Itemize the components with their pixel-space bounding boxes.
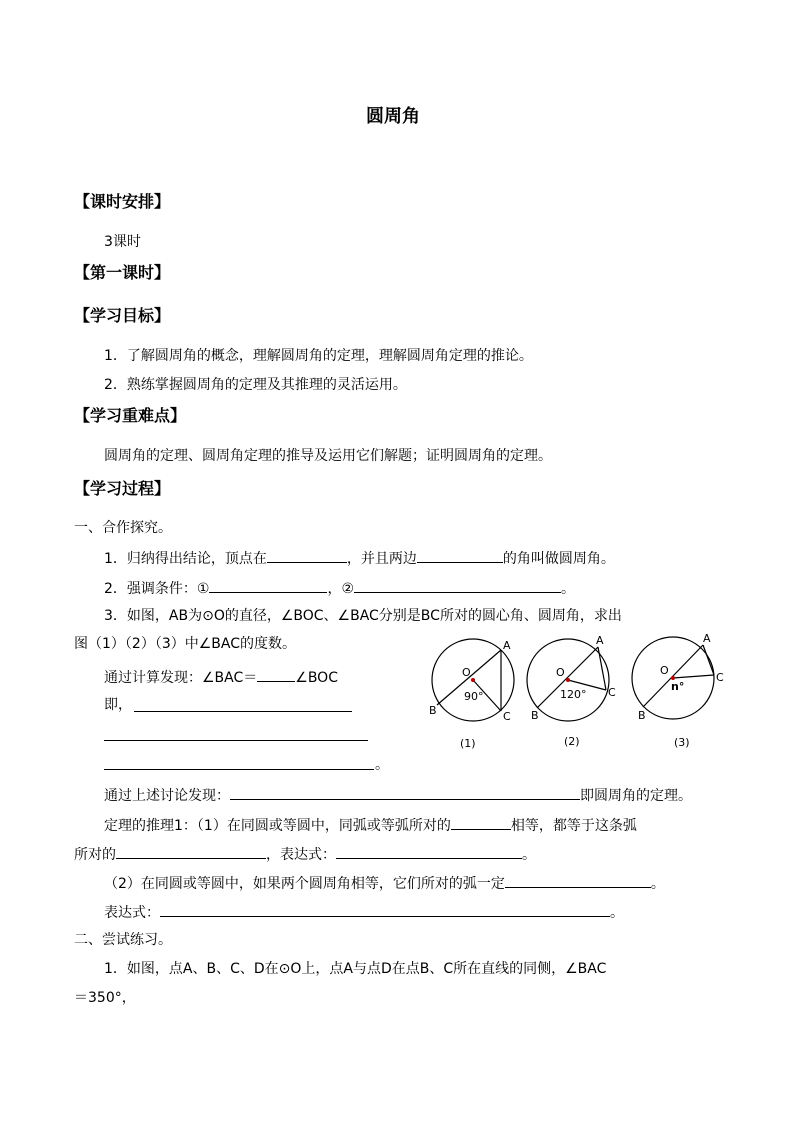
q2-text-a: 2．强调条件：① <box>104 581 210 597</box>
discuss-text-b: 即圆周角的定理。 <box>580 788 692 804</box>
ji-label: 即， <box>104 697 132 713</box>
fig3-label-o: O <box>660 664 669 677</box>
fig1-label-o: O <box>462 666 471 679</box>
discuss-blank[interactable] <box>230 785 580 800</box>
question-3-line-2: 图（1）（2）（3）中∠BAC的度数。 <box>74 636 296 652</box>
practice-q1-line-1: 1．如图，点A、B、C、D在⊙O上，点A与点D在点B、C所在直线的同侧，∠BAC <box>104 961 607 977</box>
discussion-finding <box>104 785 692 805</box>
fig3-angle: n° <box>671 680 685 693</box>
expr-text-a: 表达式： <box>104 905 160 921</box>
cor1-blank-3[interactable] <box>336 844 522 859</box>
calc-blank[interactable] <box>257 667 295 682</box>
fig1-label-b: B <box>429 704 437 717</box>
corollary-1-line-1 <box>104 815 637 835</box>
expression-line <box>104 902 624 922</box>
answer-line-3[interactable] <box>104 769 374 770</box>
expr-blank[interactable] <box>160 902 610 917</box>
q1-text-a: 1．归纳得出结论，顶点在 <box>104 551 267 567</box>
figure-3 <box>632 632 724 749</box>
corollary-1-line-2 <box>74 844 536 864</box>
fig1-label-c: C <box>503 710 511 723</box>
section-heading-lesson1: 【第一课时】 <box>74 263 171 282</box>
section-heading-key-points: 【学习重难点】 <box>74 406 187 425</box>
fig2-caption: (2) <box>564 735 580 748</box>
section-heading-goals: 【学习目标】 <box>74 306 171 325</box>
fig3-label-a: A <box>703 632 711 645</box>
fig2-label-c: C <box>608 686 616 699</box>
cor1-blank-1[interactable] <box>451 815 511 830</box>
goal-item-2: 2．熟练掌握圆周角的定理及其推理的灵活运用。 <box>104 377 407 393</box>
calc-finding <box>104 667 338 687</box>
q2-blank-2[interactable] <box>354 578 561 593</box>
cor1-text-c: 所对的 <box>74 847 116 863</box>
discuss-text-a: 通过上述讨论发现： <box>104 788 230 804</box>
q1-blank-1[interactable] <box>267 548 347 563</box>
q1-text-c: 的角叫做圆周角。 <box>502 551 615 567</box>
fig1-caption: (1) <box>460 737 476 750</box>
section-heading-process: 【学习过程】 <box>74 479 171 498</box>
question-3-line-1: 3．如图，AB为⊙O的直径，∠BOC、∠BAC分别是BC所对的圆心角、圆周角，求出 <box>104 608 622 624</box>
fig1-angle: 90° <box>464 690 484 703</box>
part1-heading: 一、合作探究。 <box>74 520 172 536</box>
question-2 <box>104 578 575 598</box>
cor2-blank[interactable] <box>505 873 651 888</box>
calc-text-a: 通过计算发现：∠BAC＝ <box>104 670 258 686</box>
expr-text-b: 。 <box>610 905 624 921</box>
calc-text-b: ∠BOC <box>295 670 338 686</box>
cor1-text-d: ，表达式： <box>266 847 336 863</box>
cor1-text-b: 相等，都等于这条弧 <box>510 818 637 834</box>
answer-period: 。 <box>375 757 389 773</box>
fig3-caption: (3) <box>674 736 690 749</box>
q2-blank-1[interactable] <box>209 578 327 593</box>
q1-text-b: ，并且两边 <box>346 551 417 567</box>
fig3-label-c: C <box>716 671 724 684</box>
part2-heading: 二、尝试练习。 <box>74 932 172 948</box>
q2-text-c: 。 <box>561 581 576 597</box>
fig2-label-a: A <box>596 634 604 647</box>
fig2-angle: 120° <box>560 688 587 701</box>
answer-line-1[interactable] <box>134 711 352 712</box>
cor2-text-a: （2）在同圆或等圆中，如果两个圆周角相等，它们所对的弧一定 <box>104 876 505 892</box>
cor1-text-a: 定理的推理1：（1）在同圆或等圆中，同弧或等弧所对的 <box>104 818 451 834</box>
goal-item-1: 1．了解圆周角的概念，理解圆周角的定理，理解圆周角定理的推论。 <box>104 348 533 364</box>
cor1-text-e: 。 <box>522 847 536 863</box>
figure-2 <box>527 634 616 748</box>
fig3-label-b: B <box>638 709 646 722</box>
key-points-text: 圆周角的定理、圆周角定理的推导及运用它们解题；证明圆周角的定理。 <box>104 448 552 464</box>
fig2-label-b: B <box>531 709 539 722</box>
cor2-text-b: 。 <box>650 876 665 892</box>
section-heading-schedule: 【课时安排】 <box>74 192 171 211</box>
figure-1 <box>429 639 514 750</box>
fig2-label-o: O <box>556 666 565 679</box>
corollary-2 <box>104 873 665 893</box>
circle-figures <box>428 630 728 755</box>
q2-text-b: ，② <box>327 581 355 597</box>
schedule-text: 3课时 <box>104 234 141 250</box>
fig1-label-a: A <box>503 639 511 652</box>
cor1-blank-2[interactable] <box>116 844 266 859</box>
question-1 <box>104 548 615 568</box>
practice-q1-line-2: ＝350°， <box>74 990 136 1006</box>
q1-blank-2[interactable] <box>417 548 503 563</box>
page-title: 圆周角 <box>366 106 420 127</box>
answer-line-2[interactable] <box>104 740 368 741</box>
